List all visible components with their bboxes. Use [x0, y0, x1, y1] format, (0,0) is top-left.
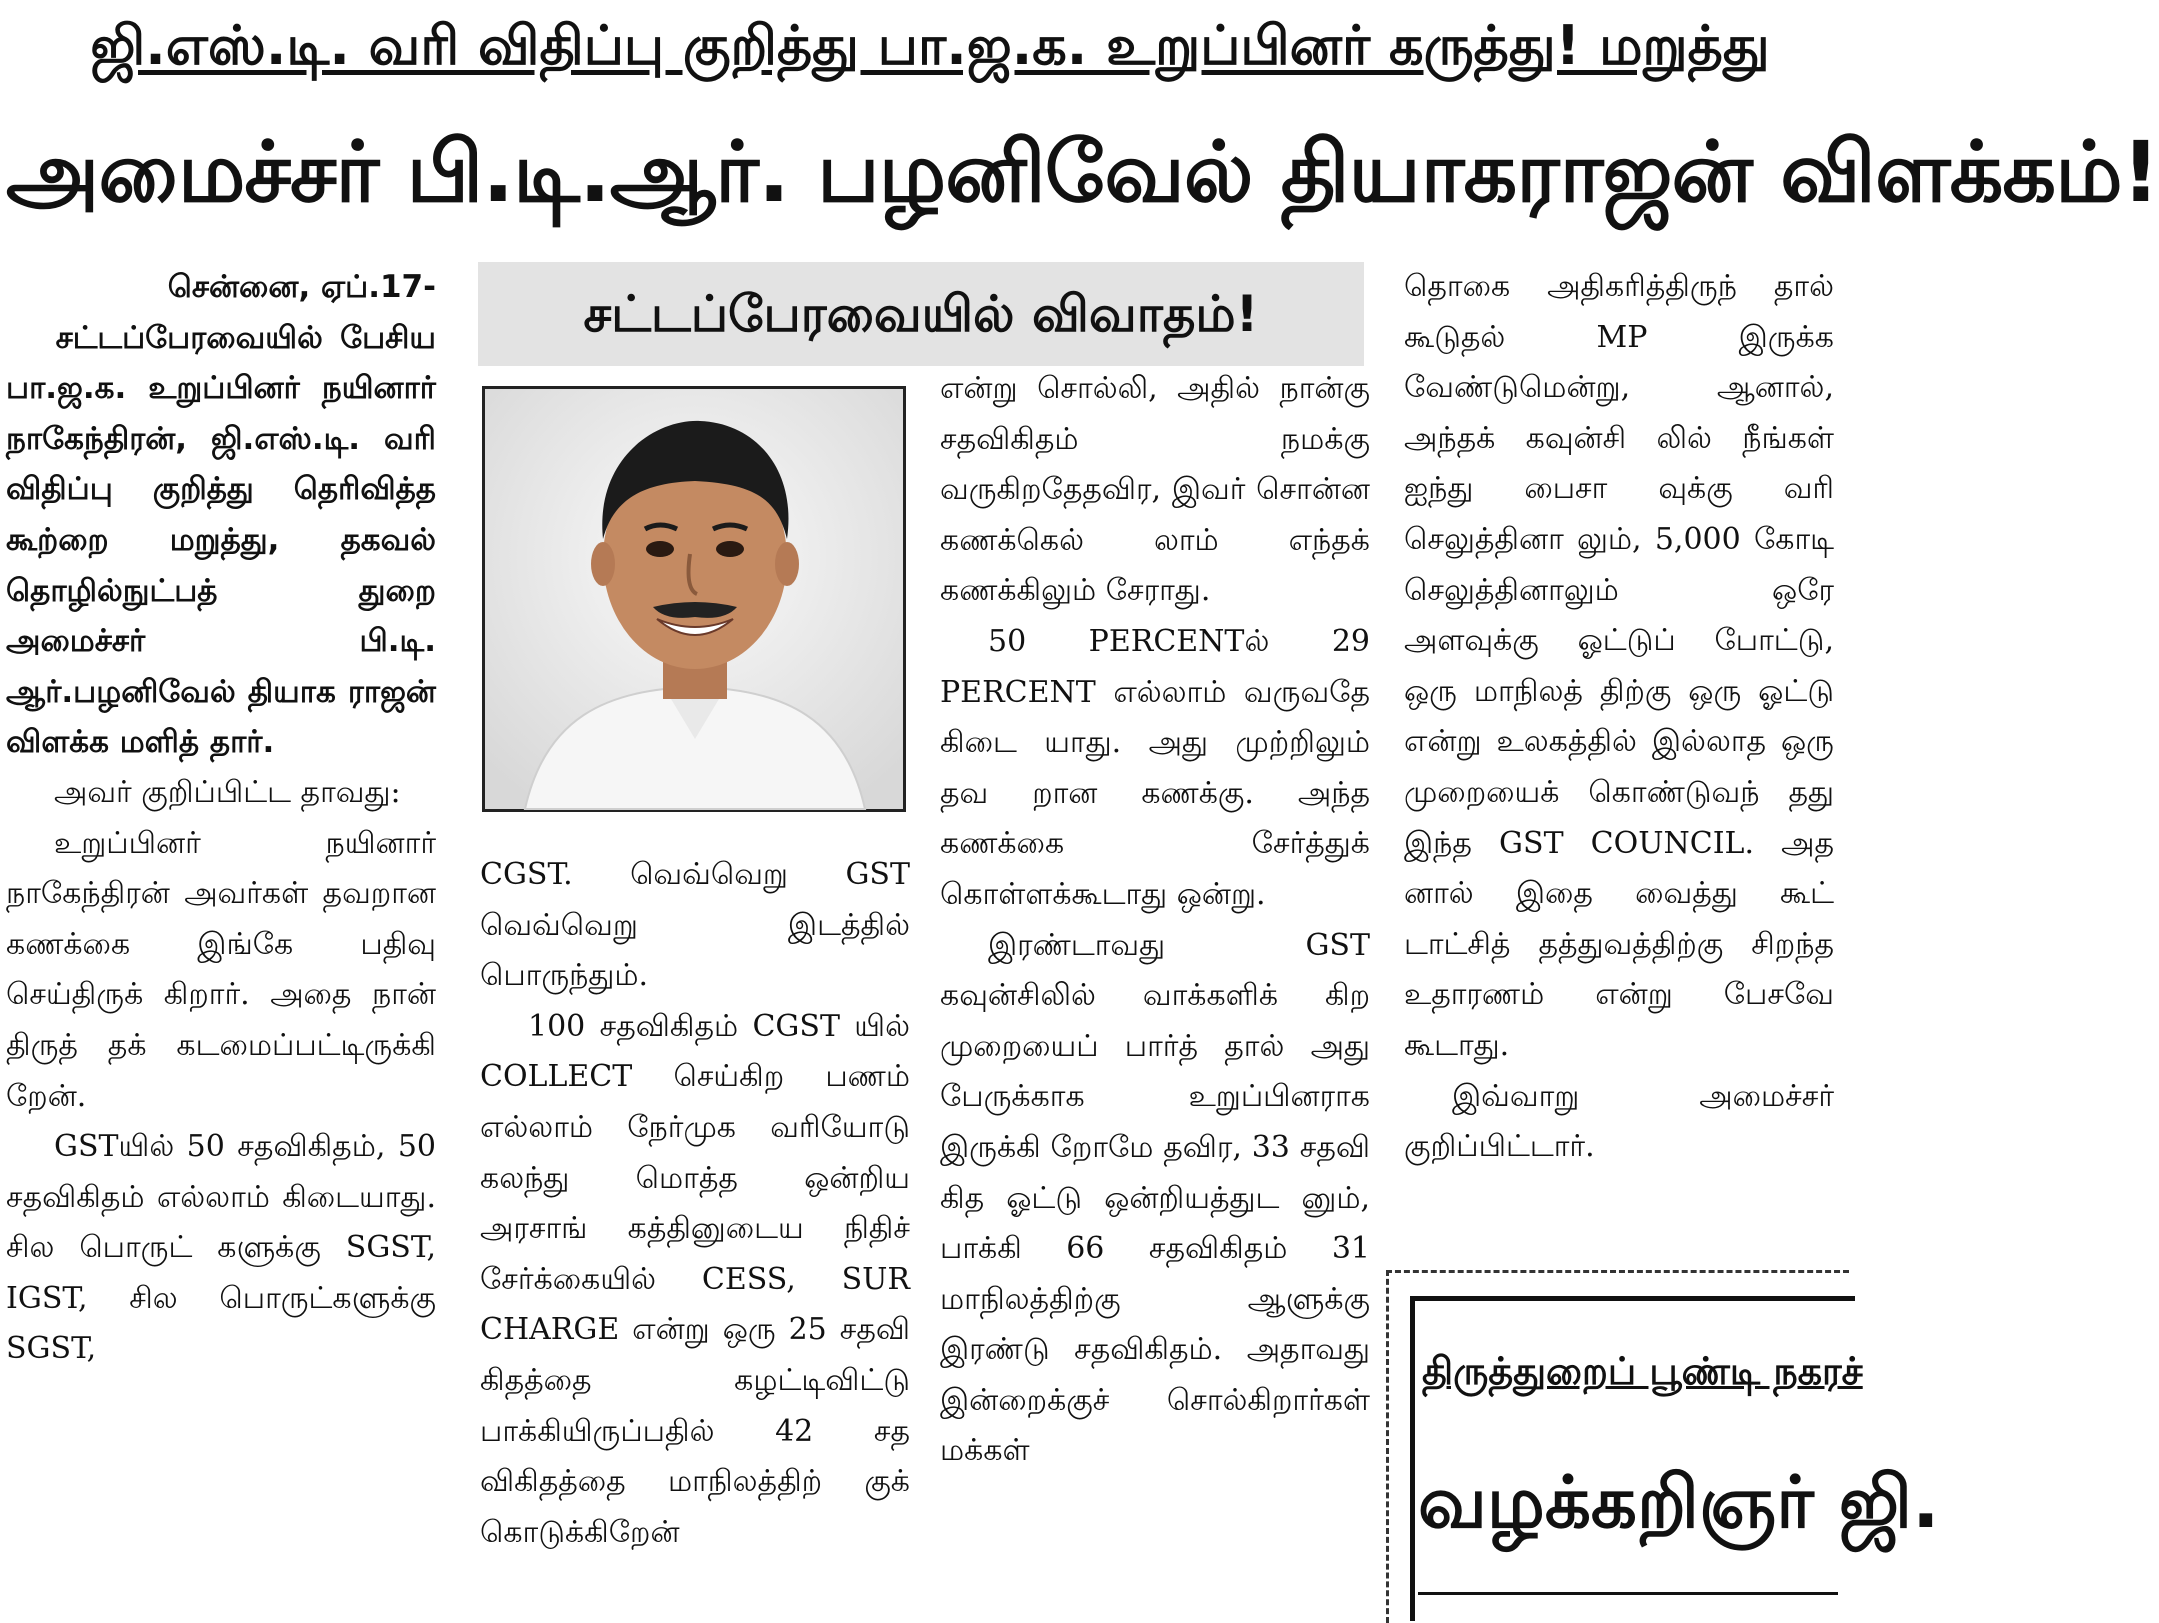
advert-divider: [1418, 1592, 1838, 1595]
article-paragraph: 100 சதவிகிதம் CGST யில் COLLECT செய்கிற பணம் எல்லாம் நேர்முக வரியோடு கலந்து மொத்த ஒன்றிய அரசாங் கத்தினுடைய நிதிச் சேர்க்கையில் CESS, SUR CHARGE என்று ஒரு 25 சதவி கிதத்தை கழட்டிவிட்டு பாக்கியிருப்பதில் 42 சத விகிதத்தை மாநிலத்திற் குக் கொடுக்கிறேன்: [480, 1008, 910, 1550]
portrait-illustration: [485, 389, 903, 809]
article-lead-paragraph: சட்டப்பேரவையில் பேசிய பா.ஜ.க. உறுப்பினர் நயினார் நாகேந்திரன், ஜி.எஸ்.டி. வரி விதிப்பு குறித்து தெரிவித்த கூற்றை மறுத்து, தகவல் தொழில்நுட்பத் துறை அமைச்சர் பி.டி. ஆர்.பழனிவேல் தியாக ராஜன் விளக்க மளித் தார்.: [6, 319, 436, 761]
article-paragraph: அவர் குறிப்பிட்ட தாவது:: [54, 774, 401, 810]
article-column-1: [6, 262, 436, 1375]
advert-name: வழக்கறிஞர் ஜி.: [1418, 1460, 1940, 1544]
article-paragraph: இவ்வாறு அமைச்சர் குறிப்பிட்டார்.: [1404, 1078, 1834, 1165]
advert-title: திருத்துறைப் பூண்டி நகரச்: [1422, 1349, 1863, 1393]
article-headline: அமைச்சர் பி.டி.ஆர். பழனிவேல் தியாகராஜன் விளக்கம்!: [6, 123, 2159, 221]
article-paragraph: 50 PERCENTல் 29 PERCENT எல்லாம் வருவதே கிடை யாது. அது முற்றிலும் தவ றான கணக்கு. அந்த கணக்கை சேர்த்துக் கொள்ளக்கூடாது ஒன்று.: [940, 623, 1370, 912]
article-paragraph: உறுப்பினர் நயினார் நாகேந்திரன் அவர்கள் தவறான கணக்கை இங்கே பதிவு செய்திருக் கிறார். அதை நான் திருத் தக் கடமைப்பட்டிருக்கி றேன்.: [6, 825, 436, 1114]
minister-photo: [482, 386, 906, 812]
article-dateline: சென்னை, ஏப்.17-: [167, 269, 436, 305]
article-column-2: [480, 850, 910, 1600]
article-kicker: ஜி.எஸ்.டி. வரி விதிப்பு குறித்து பா.ஜ.க. உறுப்பினர் கருத்து! மறுத்து: [90, 14, 1770, 77]
article-paragraph: தொகை அதிகரித்திருந் தால் கூடுதல் MP இருக்க வேண்டுமென்று, ஆனால், அந்தக் கவுன்சி லில் நீங்கள் ஐந்து பைசா வுக்கு வரி செலுத்தினா லும், 5,000 கோடி செலுத்தினாலும் ஒரே அளவுக்கு ஓட்டுப் போட்டு, ஒரு மாநிலத் திற்கு ஒரு ஓட்டு என்று உலகத்தில் இல்லாத ஒரு முறையைக் கொண்டுவந் தது இந்த GST COUNCIL. அத னால் இதை வைத்து கூட் டாட்சித் தத்துவத்திற்கு சிறந்த உதாரணம் என்று பேசவே கூடாது.: [1404, 269, 1834, 1063]
article-paragraph: என்று சொல்லி, அதில் நான்கு சதவிகிதம் நமக்கு வருகிறதேதவிர, இவர் சொன்ன கணக்கெல் லாம் எந்தக் கணக்கிலும் சேராது.: [940, 371, 1370, 609]
article-column-4: [1404, 262, 1834, 1173]
article-paragraph: GSTயில் 50 சதவிகிதம், 50 சதவிகிதம் எல்லாம் கிடையாது. சில பொருட் களுக்கு SGST, IGST, சில பொருட்களுக்கு SGST,: [6, 1129, 436, 1367]
article-column-3: [940, 364, 1370, 1600]
article-paragraph: CGST. வெவ்வெறு GST வெவ்வெறு இடத்தில் பொருந்தும்.: [480, 857, 910, 994]
article-subhead: சட்டப்பேரவையில் விவாதம்!: [478, 262, 1364, 366]
article-paragraph: இரண்டாவது GST கவுன்சிலில் வாக்களிக் கிற முறையைப் பார்த் தால் அது பேருக்காக உறுப்பினராக இருக்கி றோமே தவிர, 33 சதவி கித ஓட்டு ஒன்றியத்துட னும், பாக்கி 66 சதவிகிதம் 31 மாநிலத்திற்கு ஆளுக்கு இரண்டு சதவிகிதம். அதாவது இன்றைக்குச் சொல்கிறார்கள் மக்கள்: [940, 927, 1370, 1469]
